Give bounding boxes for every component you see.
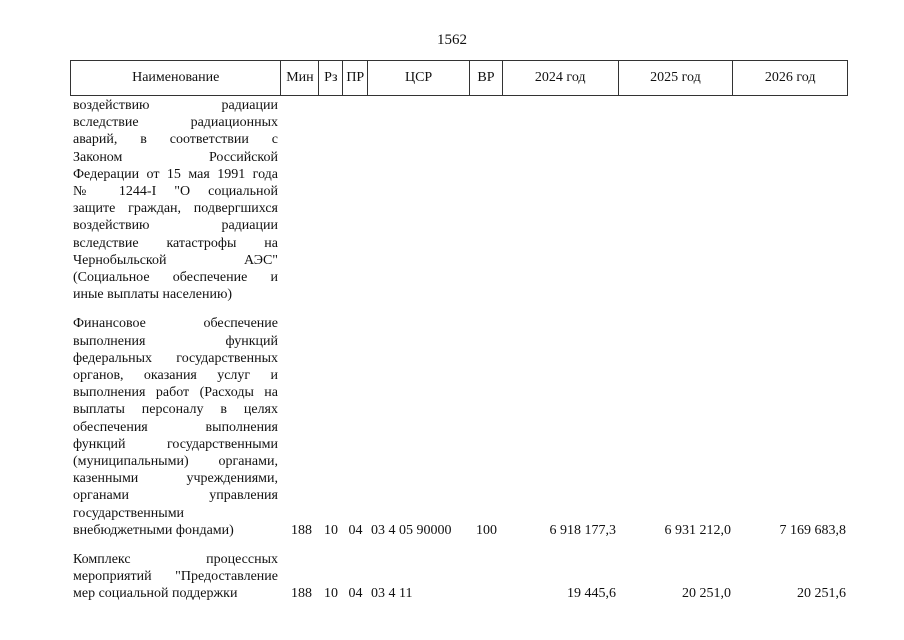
row-name-line: воздействию радиации	[73, 218, 278, 234]
row-name-line: мер социальной поддержки	[73, 586, 238, 602]
row-name	[70, 97, 278, 303]
header-2026: 2026 год	[764, 70, 816, 85]
row-name-line: № 1244-I "О социальной	[73, 184, 278, 200]
table-row	[70, 97, 848, 303]
row-name-line: органами управления	[73, 488, 278, 504]
row-name-line: аварий, в соответствии с	[73, 132, 278, 148]
row-name-line: (Социальное обеспечение и	[73, 270, 278, 286]
header-2024: 2024 год	[503, 61, 619, 95]
row-name-line: выполнения работ (Расходы на	[73, 385, 278, 401]
row-value-2024: 19 445,6	[567, 586, 616, 602]
header-csr: ЦСР	[368, 61, 470, 95]
header-min: Мин	[281, 61, 319, 95]
header-2025: 2025 год	[619, 61, 734, 95]
row-value-2025: 6 931 212,0	[664, 522, 731, 538]
row-csr: 03 4 05 90000	[371, 522, 452, 538]
row-rz: 10	[324, 586, 338, 602]
row-value-2024: 6 918 177,3	[549, 522, 616, 538]
row-name-line: обеспечения выполнения	[73, 419, 278, 435]
row-name-line: выплаты персоналу в целях	[73, 402, 278, 418]
row-name-line: функций государственными	[73, 436, 278, 452]
row-name-line: Комплекс процессных	[73, 552, 278, 568]
row-rz: 10	[324, 522, 338, 538]
header-name: Наименование	[71, 61, 281, 95]
header-rz: Рз	[319, 61, 343, 95]
row-pr: 04	[348, 522, 363, 538]
row-csr: 03 4 11	[371, 586, 413, 602]
row-name-line: (муниципальными) органами,	[73, 454, 278, 470]
row-name-line: вследствие катастрофы на	[73, 235, 278, 251]
table-row	[70, 551, 848, 603]
row-name-line: казенными учреждениями,	[73, 471, 278, 487]
row-name-line: вследствие радиационных	[73, 115, 278, 131]
row-name-line: органов, оказания услуг и	[73, 368, 278, 384]
row-min: 188	[291, 586, 312, 602]
page-number: 1562	[437, 32, 467, 48]
row-name-line: мероприятий "Предоставление	[73, 569, 278, 585]
row-name-line: Федерации от 15 мая 1991 года	[73, 166, 278, 182]
row-pr: 04	[348, 586, 363, 602]
table-header	[70, 60, 848, 96]
row-name-line: защите граждан, подвергшихся	[73, 201, 278, 217]
row-name	[70, 551, 278, 603]
row-value-2026: 7 169 683,8	[779, 522, 846, 538]
row-vr: 100	[476, 522, 497, 538]
row-name-line: Финансовое обеспечение	[73, 316, 278, 332]
row-name-line: выполнения функций	[73, 333, 278, 349]
header-pr: ПР	[343, 61, 368, 95]
row-value-2026: 20 251,6	[797, 586, 846, 602]
table-body	[70, 97, 848, 615]
row-name	[70, 315, 278, 539]
row-name-line: иные выплаты населению)	[73, 287, 233, 303]
row-name-line: Чернобыльской АЭС"	[73, 252, 278, 268]
row-name-line: федеральных государственных	[73, 350, 278, 366]
row-name-line: внебюджетными фондами)	[73, 522, 234, 538]
row-name-line: воздействию радиации	[73, 98, 278, 113]
row-name-line: Законом Российской	[73, 149, 278, 165]
header-vr: ВР	[470, 61, 503, 95]
row-min: 188	[291, 522, 312, 538]
table-row	[70, 315, 848, 539]
row-value-2025: 20 251,0	[682, 586, 731, 602]
row-name-line: государственными	[73, 505, 185, 521]
